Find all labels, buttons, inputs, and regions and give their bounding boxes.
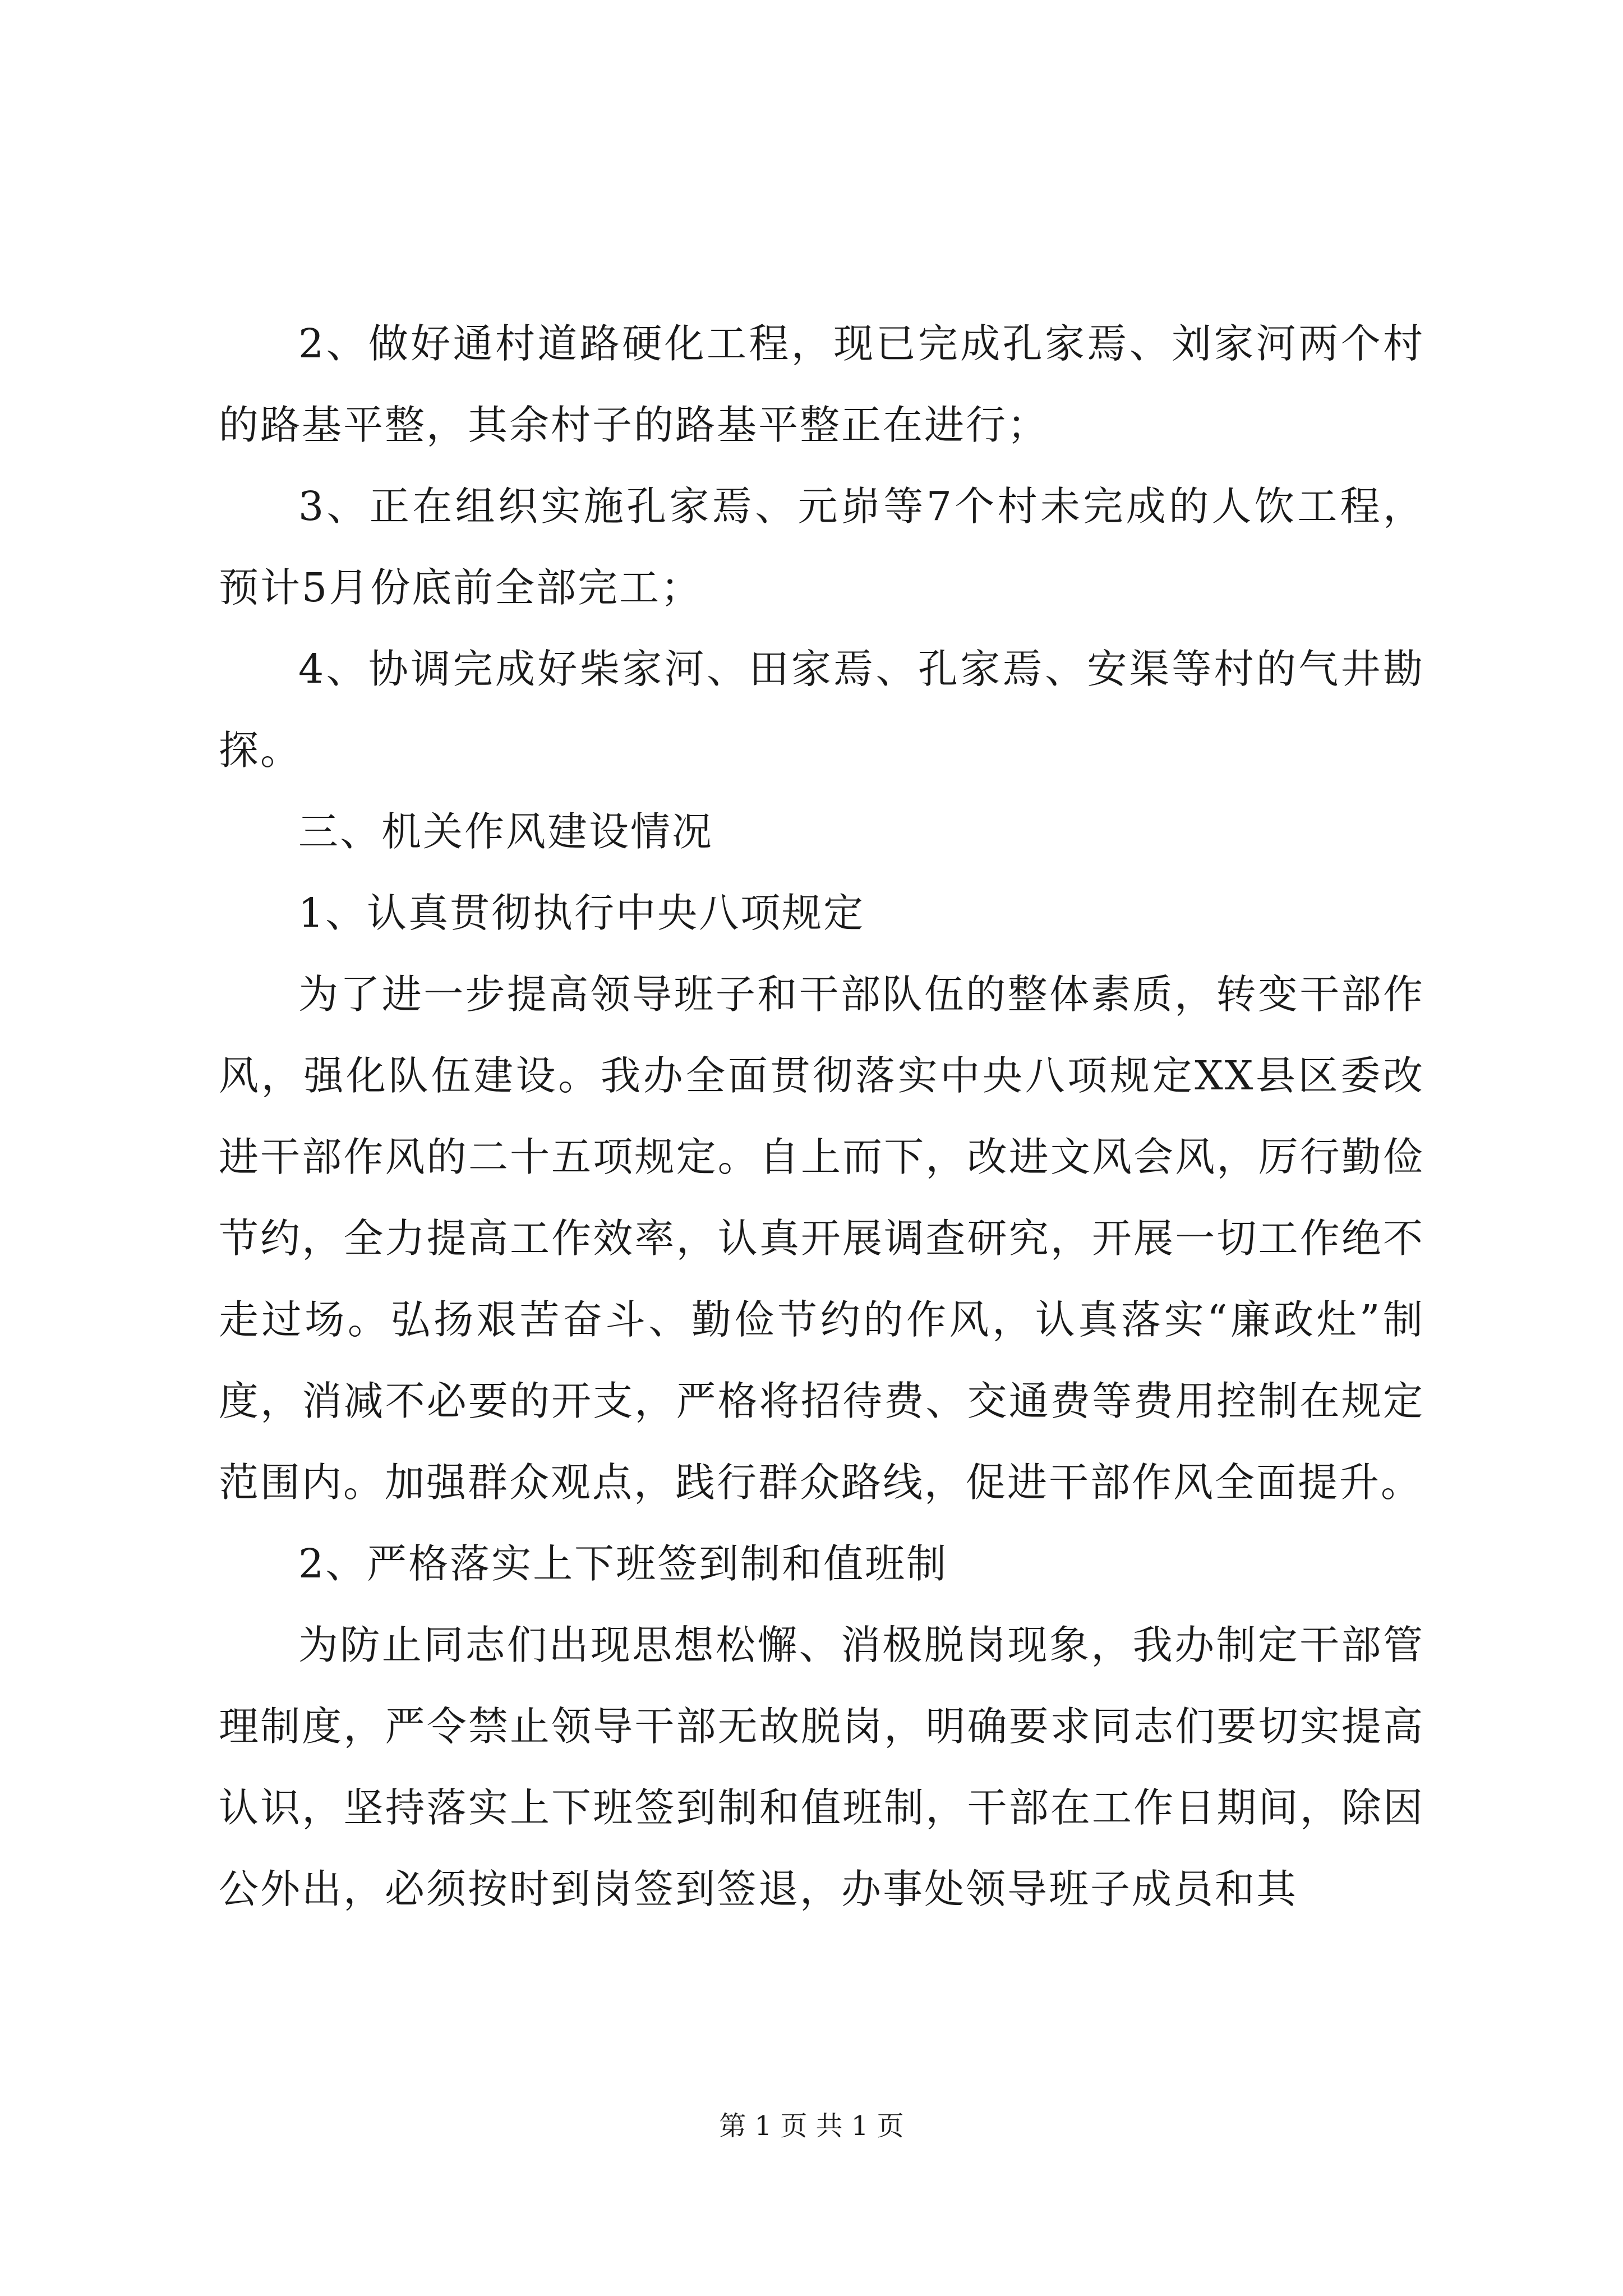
paragraph-sign-in-duty: 为防止同志们出现思想松懈、消极脱岗现象，我办制定干部管理制度，严令禁止领导干部无故脱岗，明确要求同志们要切实提高认识，坚持落实上下班签到制和值班制，干部在工作日期间，除因公外出，必须按时到岗签到签退，办事处领导班子成员和其 xyxy=(219,1622,1424,1912)
subheading-eight-regulations: 1、认真贯彻执行中央八项规定 xyxy=(298,890,865,936)
page-footer: 第 1 页 共 1 页 xyxy=(719,2110,904,2142)
paragraph-gas-well: 4、协调完成好柴家河、田家焉、孔家焉、安渠等村的气井勘探。 xyxy=(219,646,1424,774)
subheading-sign-in-duty: 2、严格落实上下班签到制和值班制 xyxy=(298,1540,948,1587)
document-body xyxy=(219,303,1424,1930)
paragraph-road-hardening: 2、做好通村道路硬化工程，现已完成孔家焉、刘家河两个村的路基平整，其余村子的路基平整正在进行； xyxy=(219,320,1424,448)
paragraph-drinking-water: 3、正在组织实施孔家焉、元峁等7个村未完成的人饮工程，预计5月份底前全部完工； xyxy=(219,483,1424,611)
paragraph-eight-regulations: 为了进一步提高领导班子和干部队伍的整体素质，转变干部作风，强化队伍建设。我办全面贯彻落实中央八项规定XX县区委改进干部作风的二十五项规定。自上而下，改进文风会风，厉行勤俭节约，全力提高工作效率，认真开展调查研究，开展一切工作绝不走过场。弘扬艰苦奋斗、勤俭节约的作风，认真落实“廉政灶”制度，消减不必要的开支，严格将招待费、交通费等费用控制在规定范围内。加强群众观点，践行群众路线，促进干部作风全面提升。 xyxy=(219,971,1424,1506)
section-heading-style-building: 三、机关作风建设情况 xyxy=(298,808,714,855)
